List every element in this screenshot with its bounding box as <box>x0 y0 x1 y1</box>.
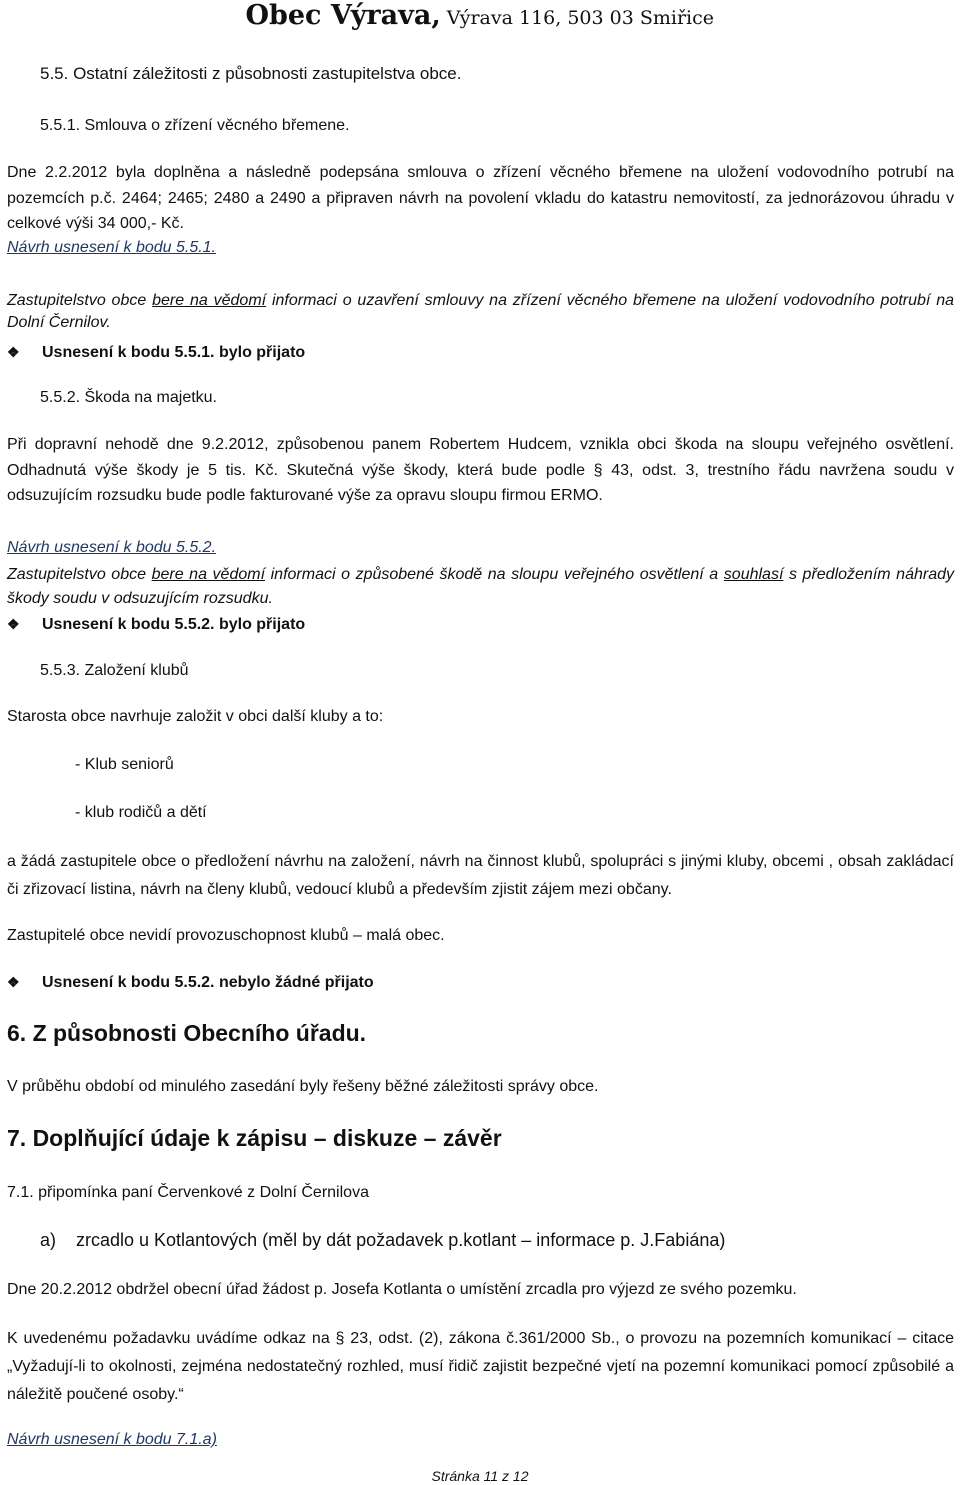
resolution-5-5-2 <box>7 563 954 611</box>
section-7-1-title: 7.1. připomínka paní Červenkové z Dolní Černilova <box>7 1184 369 1201</box>
resolution-emphasis: bere na vědomí <box>152 292 267 309</box>
result-5-5-2 <box>7 614 305 635</box>
header-org: Obec Výrava, <box>245 0 441 31</box>
section-7-heading: 7. Doplňující údaje k zápisu – diskuze – závěr <box>7 1125 502 1151</box>
diamond-bullet-icon: ❖ <box>7 344 20 360</box>
section-5-5-3-title: 5.5.3. Založení klubů <box>40 662 189 679</box>
section-7-p1: Dne 20.2.2012 obdržel obecní úřad žádost p. Josefa Kotlanta o umístění zrcadla pro výjezd ze svého pozemku. <box>7 1281 797 1298</box>
section-5-5-3-body: a žádá zastupitele obce o předložení návrhu na založení, návrh na činnost klubů, spolupráci s jinými kluby, obcemi , obsah zakládací či zřizovací listina, návrh na členy klubů, vedoucí klubů a především zjistit zájem mezi občany. <box>7 853 954 898</box>
resolution-text: Zastupitelstvo obce <box>7 566 152 583</box>
section-5-5-1-body: Dne 2.2.2012 byla doplněna a následně podepsána smlouva o zřízení věcného břemene na uložení vodovodního potrubí na pozemcích p.č. 2464; 2465; 2480 a 2490 a připraven návrh na povolení vkladu do katastru nemovitostí, za jednorázovou úhradu v celkové výši 34 000,- Kč. <box>7 164 954 232</box>
resolution-text: Zastupitelstvo obce <box>7 292 153 309</box>
resolution-emphasis: bere na vědomí <box>151 566 266 583</box>
resolution-text: s předložením náhrady škody soudu v odsuzujícím rozsudku. <box>7 566 955 607</box>
page-footer: Stránka 11 z 12 <box>431 1468 529 1484</box>
section-7-p2: K uvedenému požadavku uvádíme odkaz na § 23, odst. (2), zákona č.361/2000 Sb., o provozu na pozemních komunikací – citace „Vyžadují-li to okolnosti, zejména nedostatečný rozhled, musí řidič zajistit bezpečné vjetí na pozemní komunikaci pomocí způsobilé a náležitě poučené osoby.“ <box>7 1330 954 1403</box>
diamond-bullet-icon: ❖ <box>7 974 20 990</box>
result-5-5-1 <box>7 342 305 363</box>
result-text: Usnesení k bodu 5.5.2. bylo přijato <box>42 616 306 633</box>
section-6-heading: 6. Z působnosti Obecního úřadu. <box>7 1020 367 1046</box>
header-address: Výrava 116, 503 03 Smiřice <box>446 7 714 29</box>
result-text: Usnesení k bodu 5.5.1. bylo přijato <box>42 344 306 361</box>
item-a-text: zrcadlo u Kotlantových (měl by dát požadavek p.kotlant – informace p. J.Fabiána) <box>76 1230 726 1250</box>
club-list-item: - klub rodičů a dětí <box>75 804 207 821</box>
proposal-label-5-5-1: Návrh usnesení k bodu 5.5.1. <box>7 239 217 256</box>
page-header <box>245 0 714 31</box>
result-5-5-3 <box>7 972 374 993</box>
section-6-body: V průběhu období od minulého zasedání byly řešeny běžné záležitosti správy obce. <box>7 1078 599 1095</box>
resolution-emphasis: souhlasí <box>723 566 784 583</box>
resolution-text: informaci o uzavření smlouvy na zřízení věcného břemene na uložení vodovodního potrubí na Dolní Černilov. <box>7 292 955 331</box>
section-5-5-2-title: 5.5.2. Škoda na majetku. <box>40 389 217 406</box>
section-5-5-3-intro: Starosta obce navrhuje založit v obci další kluby a to: <box>7 708 384 725</box>
section-5-5-title: 5.5. Ostatní záležitosti z působnosti zastupitelstva obce. <box>40 64 462 83</box>
item-a-marker: a) <box>40 1230 57 1250</box>
section-5-5-3-note: Zastupitelé obce nevidí provozuschopnost klubů – malá obec. <box>7 927 445 944</box>
resolution-5-5-1 <box>7 290 954 334</box>
section-5-5-2-body: Při dopravní nehodě dne 9.2.2012, způsobenou panem Robertem Hudcem, vznikla obci škoda na sloupu veřejného osvětlení. Odhadnutá výše škody je 5 tis. Kč. Skutečná výše škody, která bude podle § 43, odst. 3, trestního řádu navržena soudu v odsuzujícím rozsudku bude podle fakturované výše za opravu sloupu firmou ERMO. <box>7 436 954 504</box>
diamond-bullet-icon: ❖ <box>7 616 20 632</box>
proposal-label-7-1-a: Návrh usnesení k bodu 7.1.a) <box>7 1431 217 1448</box>
resolution-text: informaci o způsobené škodě na sloupu veřejného osvětlení a <box>265 566 724 583</box>
item-a <box>40 1230 725 1251</box>
result-text: Usnesení k bodu 5.5.2. nebylo žádné přijato <box>42 974 374 991</box>
proposal-label-5-5-2: Návrh usnesení k bodu 5.5.2. <box>7 539 217 556</box>
club-list-item: - Klub seniorů <box>75 756 174 773</box>
section-5-5-1-title: 5.5.1. Smlouva o zřízení věcného břemene. <box>40 117 350 134</box>
